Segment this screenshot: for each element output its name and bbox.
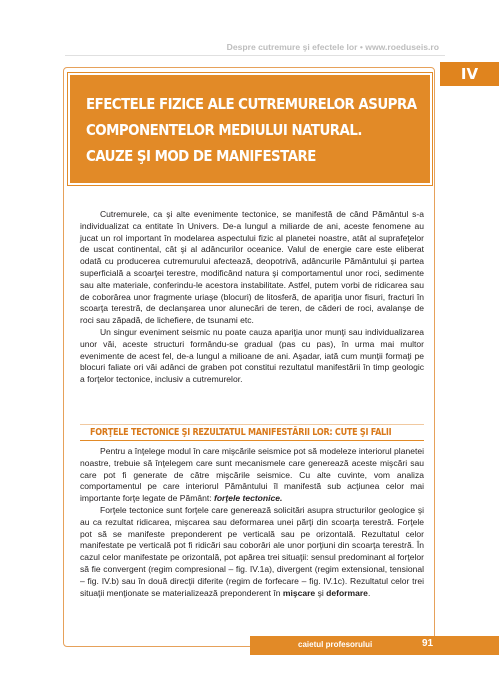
running-header: Despre cutremure şi efectele lor • www.roeduseis.ro <box>226 42 439 52</box>
tectonic-forces-section <box>80 446 424 599</box>
forces-term: forţele tectonice. <box>213 493 283 504</box>
forces-paragraph-1 <box>80 446 424 505</box>
chapter-tab: IV <box>440 62 499 86</box>
motion-term: mişcare <box>282 587 316 598</box>
header-rule <box>65 55 445 56</box>
page-number: 91 <box>422 638 434 649</box>
intro-paragraph-1: Cutremurele, ca şi alte evenimente tectonice, se manifestă de când Pământul s-a individualizat ca entitate în Univers. De-a lungul a miliarde de ani, aceste fenomene au jucat un rol important în modelarea aspectului fizic al planetei noastre, atât al suprafeţelor de uscat continental, cât şi al adâncurilor oceanice. Valul de energie care este eliberat odată cu producerea cutremurului afectează, deopotrivă, adâncurile Pământului şi partea superficială a scoarţei terestre, modificând natura şi comportamentul unor roci, sedimente sau alte materiale, conferindu-le acestora instabilitate. Astfel, putem vorbi de ridicarea sau de coborârea unor fragmente uriaşe (blocuri) de litosferă, de apariţia unor fisuri, fracturi în scoarţa terestră, de declanşarea unor alunecări de teren, de căderi de roci, avalanşe de roci sau zăpadă, de lichefiere, de tsunami etc. <box>80 209 424 326</box>
intro-paragraph-2: Un singur eveniment seismic nu poate cauza apariţia unor munţi sau individualizarea unor văi, aceste structuri formându-se gradual (pas cu pas), în urma mai multor evenimente de acest fel, de-a lungul a milioane de ani. Aşadar, iată cum munţii formaţi pe blocuri faliate ori văi adânci de graben pot constitui rezultatul manifestării în timp geologic a forţelor tectonice, inclusiv a cutremurelor. <box>80 326 424 385</box>
footer-bar <box>250 636 499 655</box>
conjunction: şi <box>317 587 324 598</box>
section-heading-text: FORŢELE TECTONICE ŞI REZULTATUL MANIFESTĂRII LOR: CUTE ŞI FALII <box>90 427 392 438</box>
forces-paragraph-1-text: Pentru a înţelege modul în care mişcările seismice pot să modeleze interiorul planetei noastre, trebuie să înţelegem care sunt mecanismele care generează aceste mişcări sau care pot fi generate de către mişcările seismice. Cu alte cuvinte, vom analiza comportamentul pe care interiorul Pământului îl manifestă sub acţiunea celor mai importante forţe legate de Pământ: <box>80 446 424 504</box>
footer-label: caietul profesorului <box>298 640 373 649</box>
forces-paragraph-2 <box>80 505 424 599</box>
deformation-term: deformare <box>326 587 368 598</box>
period: . <box>367 587 371 598</box>
chapter-title-line-3: CAUZE ŞI MOD DE MANIFESTARE <box>86 147 316 165</box>
chapter-title-line-2: COMPONENTELOR MEDIULUI NATURAL. <box>86 121 362 139</box>
chapter-title-line-1: EFECTELE FIZICE ALE CUTREMURELOR ASUPRA <box>86 95 417 113</box>
section-heading <box>80 424 424 441</box>
top-edge <box>0 0 499 6</box>
intro-section <box>80 209 424 386</box>
forces-paragraph-2-text: Forţele tectonice sunt forţele care generează solicitări asupra structurilor geologice şi au ca rezultat ridicarea, mişcarea sau deformarea unei părţi din scoarţa terestră. Forţele pot să se manifeste preponderent pe verticală sau pe orizontală. Rezultatul celor manifestate pe verticală pot fi ridicări sau coborâri ale unor porţiuni din scoarţa terestră. În cazul celor manifestate pe orizontală, pot apărea trei situaţii: sensul predominant al forţelor să fie convergent (regim compresional – fig. IV.1a), divergent (regim extensional, tensional – fig. IV.b) sau în două direcţii diferite (regim de forfecare – fig. IV.1c). Rezultatul celor trei situaţii menţionate se materializează preponderent în <box>80 504 424 598</box>
chapter-title-box <box>68 73 432 185</box>
